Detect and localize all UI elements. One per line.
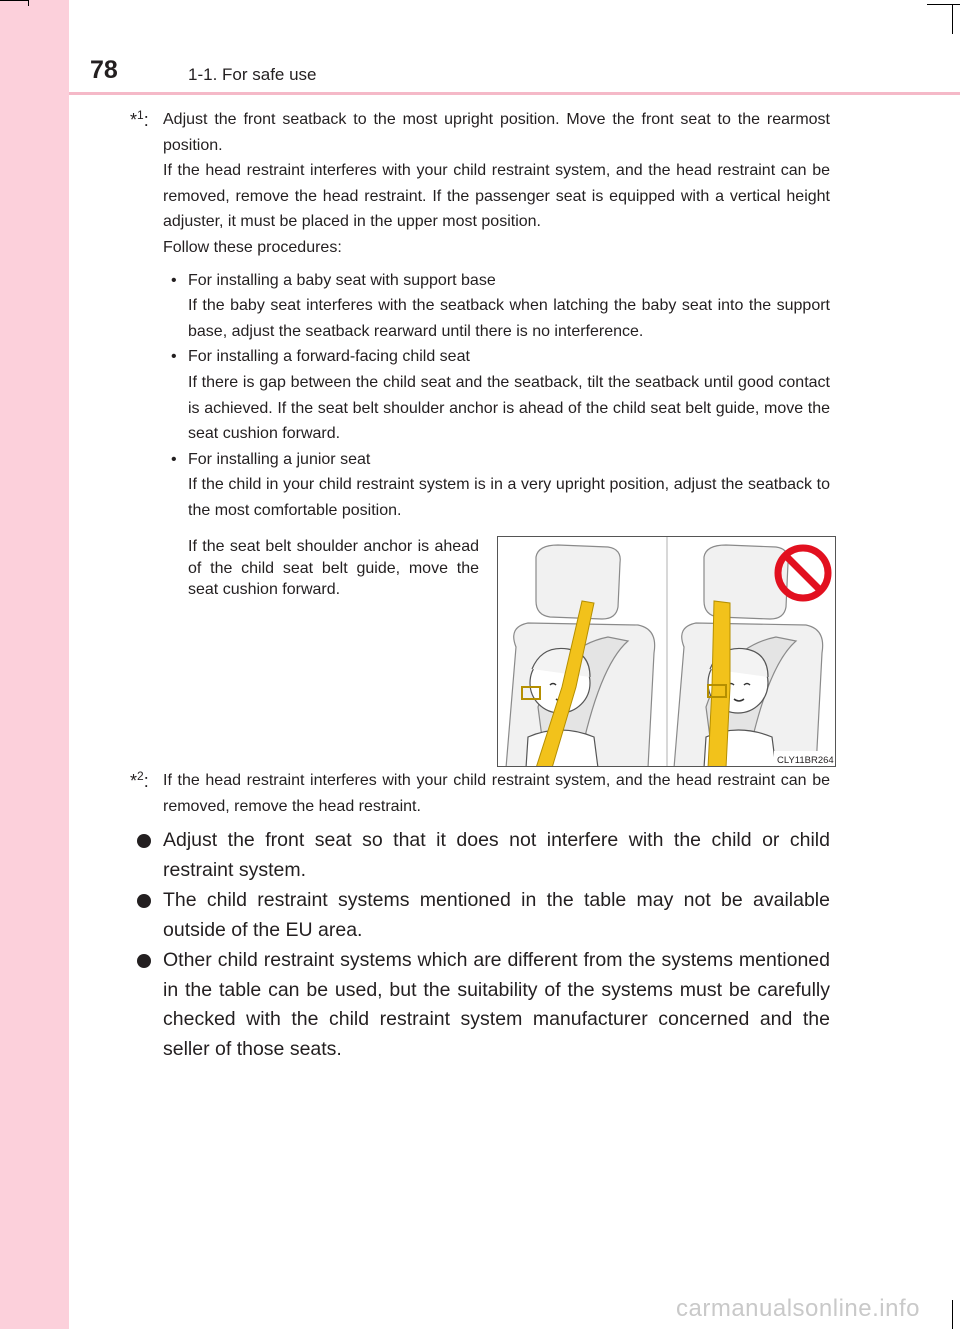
crop-mark — [927, 4, 960, 5]
notes-list — [137, 826, 830, 1065]
footnote-2 — [130, 768, 830, 819]
footnote-paragraph: If the head restraint interferes with your child restraint system, and the head restraint can be removed, remove the head restraint. If the passenger seat is equipped with a vertical height adjuster, it must be placed in the upper most position. — [163, 162, 830, 231]
footnote-paragraph: Adjust the front seatback to the most upright position. Move the front seat to the rearmost position. — [163, 111, 830, 154]
procedure-item — [163, 268, 830, 345]
procedure-text: If the child in your child restraint system is in a very upright position, adjust the seatback to the most comfortable position. — [188, 476, 830, 519]
figure-code: CLY11BR264 — [777, 755, 834, 766]
section-title: 1-1. For safe use — [188, 65, 317, 84]
page-number: 78 — [90, 56, 118, 84]
procedure-item — [163, 344, 830, 446]
procedure-text: If there is gap between the child seat and the seatback, tilt the seatback until good contact is achieved. If the seat belt shoulder anchor is ahead of the child seat belt guide, move the seat cushion forward. — [188, 373, 830, 443]
figure-row — [188, 536, 836, 767]
procedure-title: For installing a baby seat with support base — [188, 271, 496, 289]
note-item — [137, 946, 830, 1064]
footnote-paragraph: If the head restraint interferes with your child restraint system, and the head restraint can be removed, remove the head restraint. — [163, 772, 830, 815]
note-text: Other child restraint systems which are different from the systems mentioned in the table can be used, but the suitability of the systems must be carefully checked with the child restraint system manufacturer concerned and the seller of those seats. — [163, 949, 830, 1060]
footnote-marker: *$^1$: — [130, 108, 149, 130]
bullet-dot: • — [171, 450, 177, 468]
note-item — [137, 886, 830, 945]
bullet-dot — [137, 834, 151, 848]
procedure-item — [163, 447, 830, 524]
procedure-text: If the baby seat interferes with the seatback when latching the baby seat into the support base, adjust the seatback rearward until there is no interference. — [188, 297, 830, 340]
note-text: The child restraint systems mentioned in the table may not be available outside of the EU area. — [163, 889, 830, 941]
bullet-dot: • — [171, 271, 177, 289]
procedure-title: For installing a junior seat — [188, 450, 371, 468]
page-sidebar-band — [0, 0, 69, 1329]
bullet-dot — [137, 954, 151, 968]
bullet-dot — [137, 894, 151, 908]
procedure-title: For installing a forward-facing child seat — [188, 348, 470, 366]
footnote-marker: *$^2$: — [130, 769, 149, 791]
watermark: carmanualsonline.info — [676, 1295, 920, 1322]
child-seat-illustration — [497, 536, 836, 767]
note-item — [137, 826, 830, 885]
crop-mark — [952, 1300, 953, 1329]
bullet-dot: • — [171, 348, 177, 366]
crop-mark — [952, 4, 953, 34]
procedure-list — [163, 268, 830, 524]
footnote-paragraph: Follow these procedures: — [163, 238, 342, 256]
figure-caption: If the seat belt shoulder anchor is ahead of the child seat belt guide, move the seat cushion forward. — [188, 538, 479, 599]
footnote-1 — [130, 107, 830, 524]
header-rule — [69, 92, 960, 95]
note-text: Adjust the front seat so that it does not interfere with the child or child restraint system. — [163, 829, 830, 881]
crop-mark — [28, 0, 29, 6]
seat-belt-illustration — [498, 537, 836, 767]
crop-mark — [0, 0, 28, 1]
